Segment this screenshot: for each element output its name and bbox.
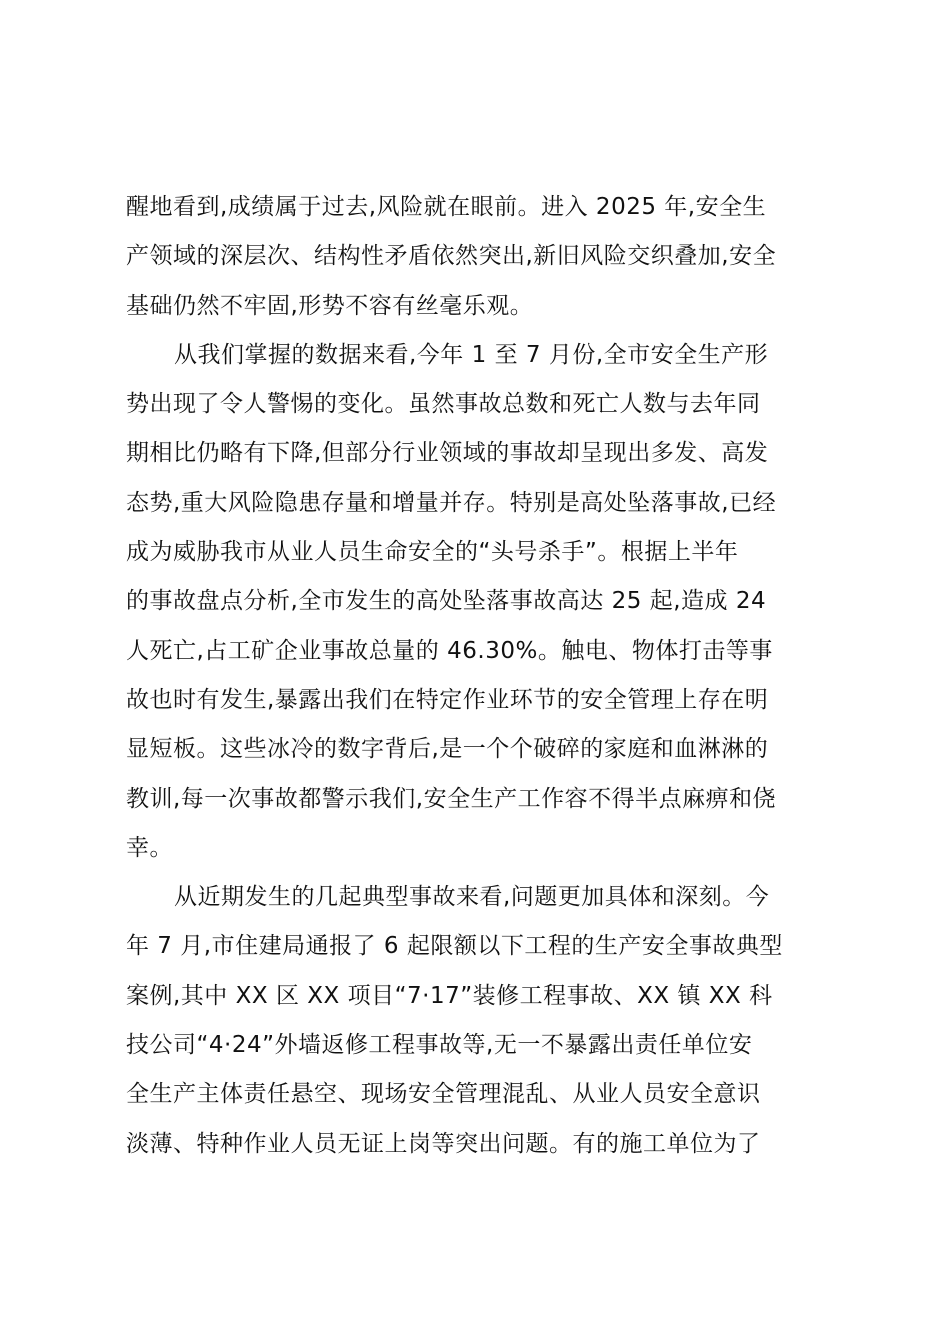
text-line: 人死亡,占工矿企业事故总量的 46.30%。触电、物体打击等事 (126, 637, 773, 664)
text-line: 期相比仍略有下降,但部分行业领域的事故却呈现出多发、高发 (126, 440, 769, 467)
paragraph (126, 331, 832, 873)
text-line: 淡薄、特种作业人员无证上岗等突出问题。有的施工单位为了 (126, 1130, 761, 1157)
paragraph (126, 873, 832, 1169)
text-line: 产领域的深层次、结构性矛盾依然突出,新旧风险交织叠加,安全 (126, 243, 777, 270)
text-line: 醒地看到,成绩属于过去,风险就在眼前。进入 2025 年,安全生 (126, 194, 767, 220)
text-line: 成为威胁我市从业人员生命安全的“头号杀手”。根据上半年 (126, 539, 739, 566)
text-line: 态势,重大风险隐患存量和增量并存。特别是高处坠落事故,已经 (126, 489, 777, 516)
text-line: 基础仍然不牢固,形势不容有丝毫乐观。 (126, 292, 534, 319)
text-line: 全生产主体责任悬空、现场安全管理混乱、从业人员安全意识 (126, 1081, 761, 1108)
text-line: 显短板。这些冰冷的数字背后,是一个个破碎的家庭和血淋淋的 (126, 736, 769, 763)
text-line: 技公司“4·24”外墙返修工程事故等,无一不暴露出责任单位安 (126, 1032, 753, 1059)
text-line: 从近期发生的几起典型事故来看,问题更加具体和深刻。今 (174, 884, 770, 911)
text-line: 幸。 (126, 834, 173, 861)
text-line: 案例,其中 XX 区 XX 项目“7·17”装修工程事故、XX 镇 XX 科 (126, 982, 773, 1009)
text-line: 从我们掌握的数据来看,今年 1 至 7 月份,全市安全生产形 (174, 341, 769, 368)
text-line: 教训,每一次事故都警示我们,安全生产工作容不得半点麻痹和侥 (126, 785, 777, 812)
text-line: 的事故盘点分析,全市发生的高处坠落事故高达 25 起,造成 24 (126, 588, 767, 615)
paragraph (126, 183, 832, 331)
text-line: 势出现了令人警惕的变化。虽然事故总数和死亡人数与去年同 (126, 391, 761, 418)
text-line: 故也时有发生,暴露出我们在特定作业环节的安全管理上存在明 (126, 686, 769, 713)
document-body (126, 183, 832, 1169)
text-line: 年 7 月,市住建局通报了 6 起限额以下工程的生产安全事故典型 (126, 933, 783, 960)
